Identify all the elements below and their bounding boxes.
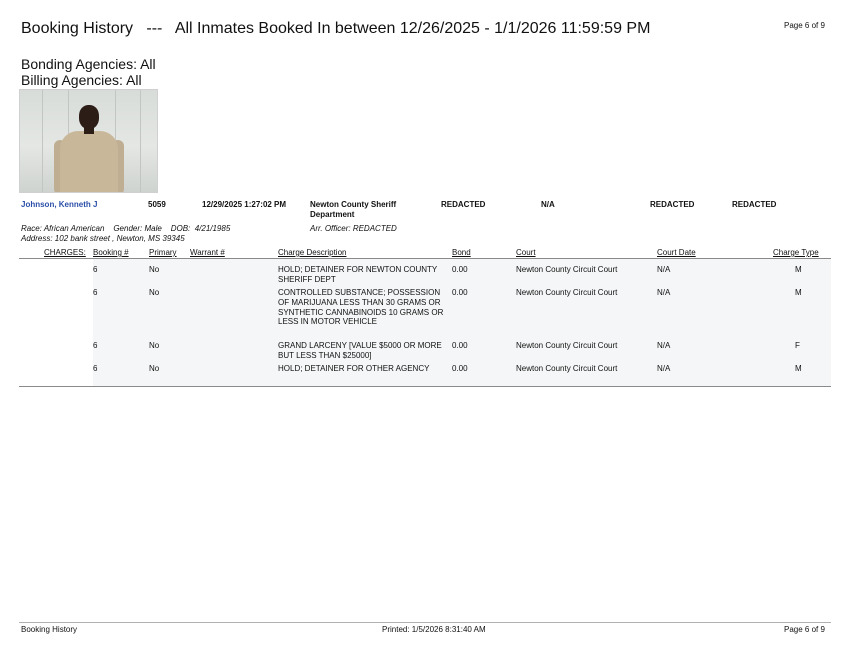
record-field-8: REDACTED bbox=[732, 200, 777, 209]
inmate-address: Address: 102 bank street , Newton, MS 39345 bbox=[21, 234, 185, 243]
agency-filters bbox=[21, 56, 156, 88]
record-field-6: N/A bbox=[541, 200, 555, 209]
footer-printed-date: Printed: 1/5/2026 8:31:40 AM bbox=[382, 625, 486, 634]
charge-row-3-booking: 6 bbox=[93, 341, 98, 350]
footer-rule bbox=[19, 622, 831, 623]
charge-row-1-court-date: N/A bbox=[657, 265, 671, 274]
charge-row-1-description: HOLD; DETAINER FOR NEWTON COUNTY SHERIFF DEPT bbox=[278, 265, 438, 284]
charges-label: CHARGES: bbox=[44, 248, 86, 257]
charge-row-2-description: CONTROLLED SUBSTANCE; POSSESSION OF MARIJUANA LESS THAN 30 GRAMS OR SYNTHETIC CANNABINOIDS 10 GRAMS OR LESS IN MOTOR VEHICLE bbox=[278, 288, 444, 327]
charge-row-2-court: Newton County Circuit Court bbox=[516, 288, 618, 297]
charge-row-2-booking: 6 bbox=[93, 288, 98, 297]
inmate-demographics: Race: African American Gender: Male DOB: 4/21/1985 bbox=[21, 224, 231, 233]
charge-row-3-court-date: N/A bbox=[657, 341, 671, 350]
col-header-charge-type: Charge Type bbox=[773, 248, 819, 257]
charge-row-3-primary: No bbox=[149, 341, 160, 350]
charge-row-3-bond: 0.00 bbox=[452, 341, 468, 350]
charge-row-4-type: M bbox=[795, 364, 802, 373]
charges-bottom-rule bbox=[19, 386, 831, 387]
col-header-warrant: Warrant # bbox=[190, 248, 225, 257]
bonding-agencies: Bonding Agencies: All bbox=[21, 56, 156, 72]
arresting-agency: Newton County Sheriff Department bbox=[310, 200, 397, 219]
record-field-5: REDACTED bbox=[441, 200, 486, 209]
inmate-name-link[interactable]: Johnson, Kenneth J bbox=[21, 200, 98, 209]
col-header-description: Charge Description bbox=[278, 248, 347, 257]
charge-row-1-court: Newton County Circuit Court bbox=[516, 265, 618, 274]
charge-row-2-primary: No bbox=[149, 288, 160, 297]
charge-row-1-primary: No bbox=[149, 265, 160, 274]
charge-row-4-court: Newton County Circuit Court bbox=[516, 364, 618, 373]
charges-top-rule bbox=[19, 258, 831, 259]
col-header-bond: Bond bbox=[452, 248, 471, 257]
billing-agencies: Billing Agencies: All bbox=[21, 72, 142, 88]
charge-row-4-court-date: N/A bbox=[657, 364, 671, 373]
record-field-7: REDACTED bbox=[650, 200, 695, 209]
inmate-photo bbox=[19, 89, 158, 193]
charge-row-4-bond: 0.00 bbox=[452, 364, 468, 373]
charge-row-4-primary: No bbox=[149, 364, 160, 373]
arresting-officer: Arr. Officer: REDACTED bbox=[310, 224, 397, 233]
page-number-top: Page 6 of 9 bbox=[784, 21, 825, 30]
footer-page-number: Page 6 of 9 bbox=[784, 625, 825, 634]
report-title: Booking History --- All Inmates Booked In between 12/26/2025 - 1/1/2026 11:59:59 PM bbox=[21, 20, 651, 37]
col-header-primary: Primary bbox=[149, 248, 177, 257]
charge-row-1-bond: 0.00 bbox=[452, 265, 468, 274]
col-header-court-date: Court Date bbox=[657, 248, 696, 257]
charge-row-3-description: GRAND LARCENY [VALUE $5000 OR MORE BUT LESS THAN $25000] bbox=[278, 341, 442, 360]
booking-date: 12/29/2025 1:27:02 PM bbox=[202, 200, 287, 209]
col-header-booking: Booking # bbox=[93, 248, 129, 257]
charge-row-2-court-date: N/A bbox=[657, 288, 671, 297]
charge-row-1-booking: 6 bbox=[93, 265, 98, 274]
charge-row-2-type: M bbox=[795, 288, 802, 297]
booking-number: 5059 bbox=[148, 200, 166, 209]
charge-row-4-booking: 6 bbox=[93, 364, 98, 373]
charge-row-1-type: M bbox=[795, 265, 802, 274]
charge-row-3-court: Newton County Circuit Court bbox=[516, 341, 618, 350]
footer-report-name: Booking History bbox=[21, 625, 78, 634]
charge-row-3-type: F bbox=[795, 341, 800, 350]
charge-row-4-description: HOLD; DETAINER FOR OTHER AGENCY bbox=[278, 364, 430, 373]
charge-row-2-bond: 0.00 bbox=[452, 288, 468, 297]
col-header-court: Court bbox=[516, 248, 536, 257]
